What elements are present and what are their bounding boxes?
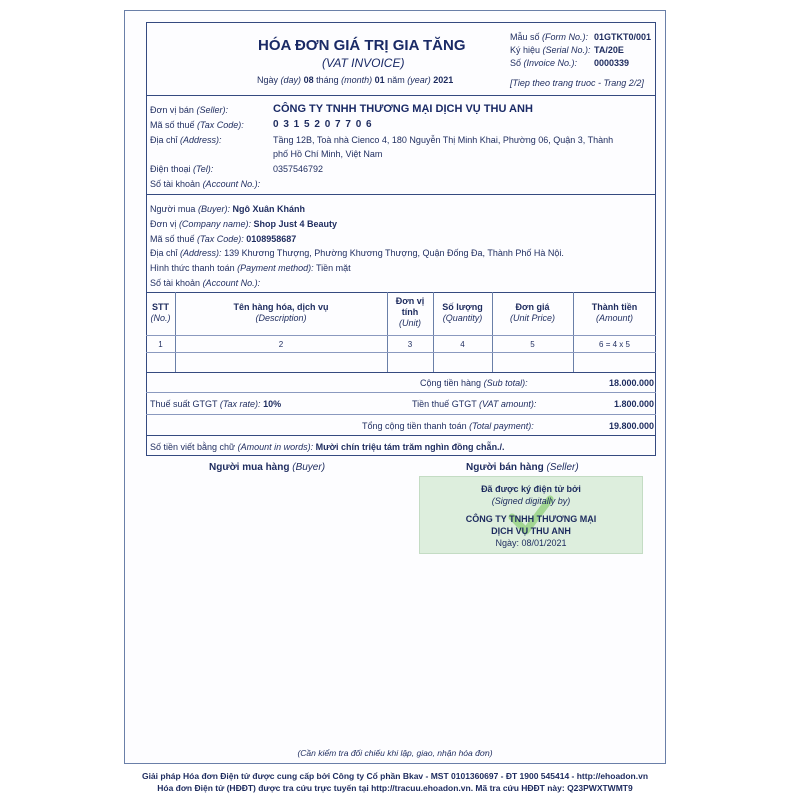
subtotal-value: 18.000.000 <box>608 378 654 388</box>
col-header-unit: Đơn vị tính (Unit) <box>395 296 425 328</box>
table-col-divider <box>387 292 388 372</box>
buyer-payment-row: Hình thức thanh toán (Payment method): Tiền mặt <box>150 263 351 273</box>
col-number: 4 <box>460 340 465 349</box>
table-top-line <box>146 292 656 293</box>
vat-amount-value: 1.800.000 <box>613 399 654 409</box>
form-no-label: Mẫu số (Form No.): <box>510 32 589 42</box>
continued-note: [Tiep theo trang truoc - Trang 2/2] <box>510 78 644 88</box>
seller-address-line1: Tầng 12B, Toà nhà Cienco 4, 180 Nguyễn Thị Minh Khai, Phường 06, Quận 3, Thành <box>273 135 614 145</box>
total-label: Tổng cộng tiền thanh toán (Total payment): <box>362 421 534 431</box>
buyer-name-row: Người mua (Buyer): Ngô Xuân Khánh <box>150 204 305 214</box>
divider <box>146 392 656 393</box>
invoice-no-value: 0000339 <box>594 58 630 68</box>
table-bottom-line <box>146 372 656 373</box>
col-header-quantity: Số lượng (Quantity) <box>442 302 483 323</box>
invoice-date: Ngày (day) 08 tháng (month) 01 năm (year) 2021 <box>257 75 454 85</box>
signer-name-line2: DỊCH VỤ THU ANH <box>491 526 571 536</box>
invoice-title: HÓA ĐƠN GIÁ TRỊ GIA TĂNG <box>258 37 466 54</box>
divider <box>146 95 656 96</box>
signer-name-line1: CÔNG TY TNHH THƯƠNG MẠI <box>465 514 597 524</box>
divider <box>146 414 656 415</box>
invoice-no-label: Số (Invoice No.): <box>510 58 578 68</box>
seller-signature-title: Người bán hàng (Seller) <box>466 462 579 473</box>
col-header-description: Tên hàng hóa, dịch vụ (Description) <box>233 302 329 323</box>
table-line <box>146 352 656 353</box>
col-header-no: STT (No.) <box>150 302 171 323</box>
buyer-signature-title: Người mua hàng (Buyer) <box>209 462 326 473</box>
vat-rate-row: Thuế suất GTGT (Tax rate): 10% <box>150 399 282 409</box>
col-header-unit-price: Đơn giá (Unit Price) <box>509 302 555 323</box>
seller-address-line2: phố Hồ Chí Minh, Việt Nam <box>273 149 383 159</box>
col-number: 1 <box>158 340 163 349</box>
seller-address-label: Địa chỉ (Address): <box>150 135 222 145</box>
signed-label-en: (Signed digitally by) <box>491 496 571 506</box>
seller-account-label: Số tài khoản (Account No.): <box>150 179 261 189</box>
buyer-tax-row: Mã số thuế (Tax Code): 0108958687 <box>150 234 297 244</box>
form-no-value: 01GTKT0/001 <box>594 32 652 42</box>
subtotal-label: Cộng tiền hàng (Sub total): <box>420 378 528 388</box>
buyer-company-row: Đơn vị (Company name): Shop Just 4 Beauty <box>150 219 338 229</box>
sign-date: Ngày: 08/01/2021 <box>495 538 567 548</box>
digital-signature-box <box>419 476 643 554</box>
table-line <box>146 335 656 336</box>
amount-in-words-row: Số tiền viết bằng chữ (Amount in words): Mười chín triệu tám trăm nghìn đồng chẵn./. <box>150 442 505 452</box>
serial-no-label: Ký hiệu (Serial No.): <box>510 45 591 55</box>
col-number: 3 <box>407 340 413 349</box>
total-value: 19.800.000 <box>608 421 654 431</box>
vat-amount-label: Tiền thuế GTGT (VAT amount): <box>412 399 537 409</box>
buyer-account-row: Số tài khoản (Account No.): <box>150 278 261 288</box>
seller-tax-label: Mã số thuế (Tax Code): <box>150 120 244 130</box>
invoice-subtitle: (VAT INVOICE) <box>322 56 405 70</box>
signed-label: Đã được ký điện tử bởi <box>481 484 581 494</box>
check-note: (Cần kiểm tra đối chiếu khi lập, giao, nhận hóa đơn) <box>297 748 493 758</box>
serial-no-value: TA/20E <box>594 45 624 55</box>
divider <box>146 194 656 195</box>
col-header-amount: Thành tiền (Amount) <box>591 302 638 323</box>
seller-tax-code: 0 3 1 5 2 0 7 7 0 6 <box>273 119 373 130</box>
provider-line: Giải pháp Hóa đơn Điện tử được cung cấp bởi Công ty Cổ phần Bkav - MST 0101360697 - ĐT 1900 545414 - http://ehoadon.vn <box>141 771 649 781</box>
lookup-line: Hóa đơn Điện tử (HĐĐT) được tra cứu trực tuyến tại http://tracuu.ehoadon.vn. Mã tra cứu HĐĐT này: Q23PWXTWMT9 <box>157 783 633 793</box>
seller-name: CÔNG TY TNHH THƯƠNG MẠI DỊCH VỤ THU ANH <box>273 103 533 115</box>
buyer-address-row: Địa chỉ (Address): 139 Khương Thượng, Phường Khương Thượng, Quận Đống Đa, Thành Phố Hà Nội. <box>150 248 564 258</box>
col-number: 6 = 4 x 5 <box>599 340 630 349</box>
col-number: 5 <box>530 340 535 349</box>
seller-tel: 0357546792 <box>273 164 324 174</box>
seller-tel-label: Điện thoại (Tel): <box>150 164 214 174</box>
col-number: 2 <box>278 340 284 349</box>
divider <box>146 435 656 436</box>
seller-name-label: Đơn vị bán (Seller): <box>150 105 228 115</box>
